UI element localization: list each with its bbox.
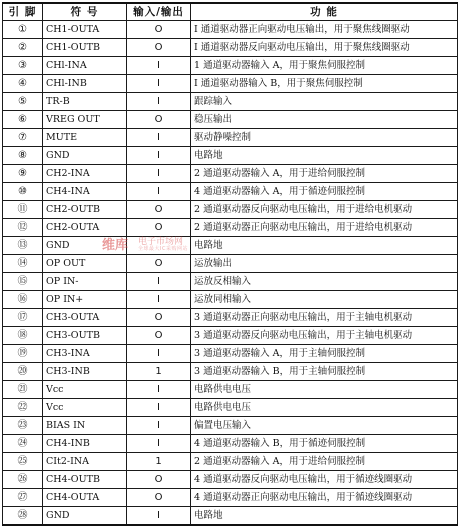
pin-symbol: OP IN-	[43, 273, 127, 291]
pin-function: 2 通道驱动器输入 A，用于进给伺服控制	[191, 165, 458, 183]
pin-symbol: GND	[43, 507, 127, 526]
pin-io: I	[127, 417, 191, 435]
pin-io: I	[127, 291, 191, 309]
pin-number: ⑪	[3, 201, 43, 219]
table-row	[3, 129, 458, 147]
pin-symbol: CH4-OUTA	[43, 489, 127, 507]
header-io: 输入/输出	[127, 3, 191, 21]
pin-io: O	[127, 111, 191, 129]
table-row	[3, 507, 458, 526]
pin-io: I	[127, 381, 191, 399]
table-row	[3, 21, 458, 39]
table-row	[3, 291, 458, 309]
pin-io: 1	[127, 363, 191, 381]
pin-function: 4 通道驱动器输入 A，用于循迹伺服控制	[191, 183, 458, 201]
table-row	[3, 399, 458, 417]
pin-symbol: GND	[43, 147, 127, 165]
pin-symbol: CH3-INB	[43, 363, 127, 381]
pin-number: ㉒	[3, 399, 43, 417]
pin-io: I	[127, 165, 191, 183]
pin-number: ㉔	[3, 435, 43, 453]
pin-function: 电路供电电压	[191, 381, 458, 399]
pin-io: O	[127, 39, 191, 57]
table-row	[3, 165, 458, 183]
pin-io: I	[127, 75, 191, 93]
table-row	[3, 417, 458, 435]
pin-io: I	[127, 183, 191, 201]
pin-function: 4 通道驱动器输入 B，用于循迹伺服控制	[191, 435, 458, 453]
pin-symbol: CH4-INA	[43, 183, 127, 201]
pin-function: 3 通道驱动器正向驱动电压输出，用于主轴电机驱动	[191, 309, 458, 327]
table-body	[3, 21, 458, 526]
pin-number: ②	[3, 39, 43, 57]
table-row	[3, 147, 458, 165]
pin-function: 电路地	[191, 507, 458, 526]
pin-io: O	[127, 219, 191, 237]
pin-function: 电路供电电压	[191, 399, 458, 417]
pin-number: ⑰	[3, 309, 43, 327]
pin-number: ⑯	[3, 291, 43, 309]
pin-function: 运放输出	[191, 255, 458, 273]
pin-symbol: CH1-OUTB	[43, 39, 127, 57]
pin-symbol: BIAS IN	[43, 417, 127, 435]
pin-io: O	[127, 327, 191, 345]
pin-number: ㉗	[3, 489, 43, 507]
pin-function: 运放同相输入	[191, 291, 458, 309]
table-row	[3, 111, 458, 129]
pin-symbol: Vcc	[43, 381, 127, 399]
pin-io: I	[127, 57, 191, 75]
pin-function: 4 通道驱动器反向驱动电压输出，用于循迹线圈驱动	[191, 471, 458, 489]
pin-symbol: OP OUT	[43, 255, 127, 273]
pin-io: I	[127, 129, 191, 147]
pin-number: ⑤	[3, 93, 43, 111]
pin-symbol: OP IN+	[43, 291, 127, 309]
header-pin: 引 脚	[3, 3, 43, 21]
pin-function-sheet	[2, 2, 457, 521]
pin-io: O	[127, 201, 191, 219]
pin-function: I 通道驱动器输入 B，用于聚焦伺服控制	[191, 75, 458, 93]
pin-symbol: MUTE	[43, 129, 127, 147]
pin-function: 2 通道驱动器反向驱动电压输出，用于进给电机驱动	[191, 201, 458, 219]
pin-symbol: CHl-INA	[43, 57, 127, 75]
pin-number: ⑭	[3, 255, 43, 273]
table-row	[3, 435, 458, 453]
table-row	[3, 93, 458, 111]
pin-io: I	[127, 147, 191, 165]
watermark-name: 电子市场网	[138, 237, 184, 247]
table-row	[3, 381, 458, 399]
pin-symbol: TR-B	[43, 93, 127, 111]
pin-function: 偏置电压输入	[191, 417, 458, 435]
pin-function: I 通道驱动器反向驱动电压输出，用于聚焦线圈驱动	[191, 39, 458, 57]
table-row	[3, 219, 458, 237]
table-row	[3, 39, 458, 57]
pin-number: ③	[3, 57, 43, 75]
pin-number: ④	[3, 75, 43, 93]
pin-function: 1 通道驱动器输入 A，用于聚焦伺服控制	[191, 57, 458, 75]
pin-number: ⑬	[3, 237, 43, 255]
table-row	[3, 57, 458, 75]
pin-function-table	[2, 2, 458, 526]
pin-symbol: CIt2-INA	[43, 453, 127, 471]
table-row	[3, 489, 458, 507]
pin-function: 运放反相输入	[191, 273, 458, 291]
pin-number: ⑥	[3, 111, 43, 129]
pin-io: O	[127, 309, 191, 327]
table-row	[3, 309, 458, 327]
watermark-logo: 维库	[102, 238, 129, 253]
pin-io: O	[127, 471, 191, 489]
pin-symbol: CH2-INA	[43, 165, 127, 183]
header-symbol: 符 号	[43, 3, 127, 21]
pin-function: 2 通道驱动器正向驱动电压输出，用于进给电机驱动	[191, 219, 458, 237]
pin-number: ⑲	[3, 345, 43, 363]
pin-number: ㉖	[3, 471, 43, 489]
pin-function: I 通道驱动器正向驱动电压输出，用于聚焦线圈驱动	[191, 21, 458, 39]
pin-number: ㉕	[3, 453, 43, 471]
table-row	[3, 345, 458, 363]
pin-io: 1	[127, 453, 191, 471]
pin-number: ⑧	[3, 147, 43, 165]
table-row	[3, 201, 458, 219]
table-row	[3, 471, 458, 489]
pin-number: ⑫	[3, 219, 43, 237]
pin-symbol: CHl-INB	[43, 75, 127, 93]
pin-number: ⑩	[3, 183, 43, 201]
pin-function: 跟踪输入	[191, 93, 458, 111]
pin-io: O	[127, 489, 191, 507]
pin-number: ⑮	[3, 273, 43, 291]
pin-number: ⑳	[3, 363, 43, 381]
pin-symbol: CH3-OUTB	[43, 327, 127, 345]
pin-number: ㉓	[3, 417, 43, 435]
pin-symbol: Vcc	[43, 399, 127, 417]
pin-number: ⑱	[3, 327, 43, 345]
table-row	[3, 237, 458, 255]
pin-symbol: CH1-OUTA	[43, 21, 127, 39]
table-row	[3, 273, 458, 291]
pin-number: ㉑	[3, 381, 43, 399]
pin-number: ⑨	[3, 165, 43, 183]
pin-function: 电路地	[191, 237, 458, 255]
pin-io: I	[127, 435, 191, 453]
pin-io: I	[127, 399, 191, 417]
pin-io: O	[127, 255, 191, 273]
pin-io: I	[127, 93, 191, 111]
pin-io: I	[127, 507, 191, 526]
pin-symbol: CH2-OUTB	[43, 201, 127, 219]
pin-function: 3 通道驱动器输入 B，用于主轴伺服控制	[191, 363, 458, 381]
pin-number: ①	[3, 21, 43, 39]
header-function: 功 能	[191, 3, 458, 21]
pin-symbol: CH2-OUTA	[43, 219, 127, 237]
pin-io: I	[127, 273, 191, 291]
table-row	[3, 255, 458, 273]
pin-function: 驱动静噪控制	[191, 129, 458, 147]
pin-function: 3 通道驱动器输入 A，用于主轴伺服控制	[191, 345, 458, 363]
pin-function: 2 通道驱动器输入 A，用于进给伺服控制	[191, 453, 458, 471]
pin-function: 稳压输出	[191, 111, 458, 129]
table-row	[3, 75, 458, 93]
pin-symbol: VREG OUT	[43, 111, 127, 129]
pin-symbol: GND	[43, 237, 127, 255]
pin-function: 4 通道驱动器正向驱动电压输出，用于循迹线圈驱动	[191, 489, 458, 507]
watermark-subtitle: 全球最大IC采购网站	[138, 246, 188, 252]
pin-io: I	[127, 345, 191, 363]
table-row	[3, 363, 458, 381]
pin-symbol: CH3-INA	[43, 345, 127, 363]
pin-symbol: CH4-INB	[43, 435, 127, 453]
pin-number: ㉘	[3, 507, 43, 526]
pin-symbol: CH3-OUTA	[43, 309, 127, 327]
pin-number: ⑦	[3, 129, 43, 147]
pin-symbol: CH4-OUTB	[43, 471, 127, 489]
pin-io	[127, 237, 191, 255]
table-row	[3, 327, 458, 345]
pin-function: 3 通道驱动器反向驱动电压输出，用于主轴电机驱动	[191, 327, 458, 345]
table-row	[3, 453, 458, 471]
pin-io: O	[127, 21, 191, 39]
pin-function: 电路地	[191, 147, 458, 165]
table-row	[3, 183, 458, 201]
table-header-row	[3, 3, 458, 21]
